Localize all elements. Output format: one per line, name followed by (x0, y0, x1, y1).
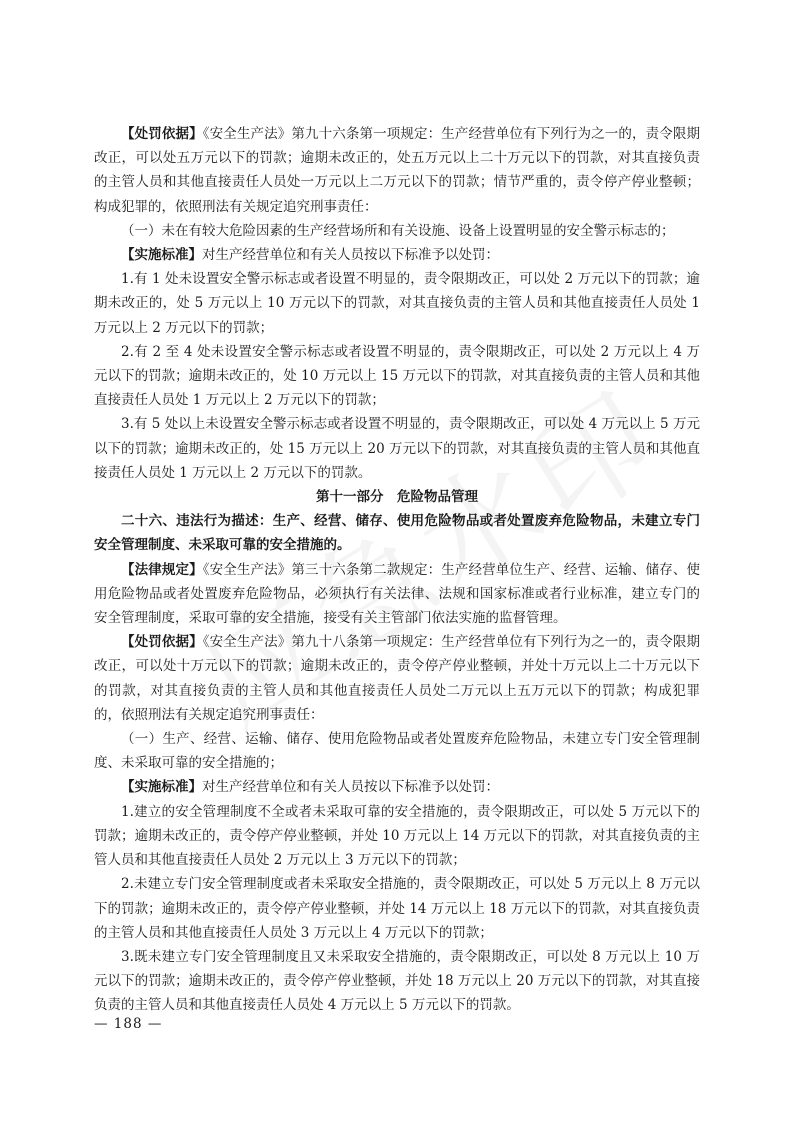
paragraph (94, 267, 700, 340)
paragraph (94, 558, 700, 631)
paragraph (94, 219, 700, 243)
paragraph-label: 【实施标准】 (121, 247, 202, 264)
paragraph-text: 3.有 5 处以上未设置安全警示标志或者设置不明显的，责令限期改正，可以处 4 万元以上 5 万元以下的罚款；逾期未改正的，处 15 万元以上 20 万元以下的罚款，对其直接负责的主管人员和其他直接责任人员处 1 万元以上 2 万元以下的罚款。 (94, 416, 700, 481)
paragraph-text: 1.建立的安全管理制度不全或者未采取可靠的安全措施的，责令限期改正，可以处 5 万元以下的罚款；逾期未改正的，责令停产停业整顿，并处 10 万元以上 14 万元以下的罚款，对其直接负责的主管人员和其他直接责任人员处 2 万元以上 3 万元以下的罚款； (94, 803, 700, 869)
paragraph (94, 800, 700, 873)
paragraph-text: （一）生产、经营、运输、储存、使用危险物品或者处置废弃危险物品，未建立专门安全管理制度、未采取可靠的安全措施的； (94, 731, 700, 772)
paragraph (94, 945, 700, 1018)
paragraph-text: 《安全生产法》第九十八条第一项规定：生产经营单位有下列行为之一的，责令限期改正，可以处十万元以下的罚款；逾期未改正的，责令停产停业整顿，并处十万元以上二十万元以下的罚款，对其直接负责的主管人员和其他直接责任人员处二万元以上五万元以下的罚款；构成犯罪的，依照刑法有关规定追究刑事责任： (94, 634, 700, 723)
paragraph-text: 对生产经营单位和有关人员按以下标准予以处罚： (202, 779, 499, 796)
paragraph (94, 872, 700, 945)
paragraph-text: 对生产经营单位和有关人员按以下标准予以处罚： (202, 247, 499, 264)
paragraph-text: （一）未在有较大危险因素的生产经营场所和有关设施、设备上设置明显的安全警示标志的； (121, 222, 675, 239)
paragraph-label: 【实施标准】 (121, 779, 202, 796)
paragraph (94, 243, 700, 267)
paragraph-label: 【法律规定】 (121, 561, 203, 578)
paragraph (94, 122, 700, 219)
paragraph (94, 630, 700, 727)
paragraph-text: 3.既未建立专门安全管理制度且又未采取安全措施的，责令限期改正，可以处 8 万元以上 10 万元以下的罚款；逾期未改正的，责令停产停业整顿，并处 18 万元以上 20 万元以下的罚款，对其直接负责的主管人员和其他直接责任人员处 4 万元以上 5 万元以下的罚款。 (94, 948, 700, 1014)
document-body (94, 122, 700, 1018)
paragraph-label: 【处罚依据】 (121, 126, 203, 142)
paragraph-text: 2.有 2 至 4 处未设置安全警示标志或者设置不明显的，责令限期改正，可以处 2 万元以上 4 万元以下的罚款；逾期未改正的，处 10 万元以上 15 万元以下的罚款，对其直接负责的主管人员和其他直接责任人员处 1 万元以上 2 万元以下的罚款； (94, 343, 700, 409)
paragraph-text: 2.未建立专门安全管理制度或者未采取安全措施的，责令限期改正，可以处 5 万元以上 8 万元以下的罚款；逾期未改正的，责令停产停业整顿，并处 14 万元以上 18 万元以下的罚款，对其直接负责的主管人员和其他直接责任人员处 3 万元以上 4 万元以下的罚款； (94, 876, 700, 941)
paragraph (94, 412, 700, 485)
section-heading: 第十一部分 危险物品管理 (316, 489, 478, 506)
paragraph (94, 775, 700, 799)
item-title: 二十六、违法行为描述：生产、经营、储存、使用危险物品或者处置废弃危险物品，未建立专门安全管理制度、未采取可靠的安全措施的。 (94, 513, 700, 554)
paragraph-label: 【处罚依据】 (121, 634, 203, 651)
page-number: — 188 — (94, 1016, 163, 1032)
paragraph-text: 1.有 1 处未设置安全警示标志或者设置不明显的，责令限期改正，可以处 2 万元以下的罚款；逾期未改正的，处 5 万元以上 10 万元以下的罚款，对其直接负责的主管人员和其他直接责任人员处 1 万元以上 2 万元以下的罚款； (94, 271, 700, 336)
paragraph (94, 727, 700, 775)
paragraph-text: 《安全生产法》第九十六条第一项规定：生产经营单位有下列行为之一的，责令限期改正，可以处五万元以下的罚款；逾期未改正的，处五万元以上二十万元以下的罚款，对其直接负责的主管人员和其他直接责任人员处一万元以上二万元以下的罚款；情节严重的，责令停产停业整顿；构成犯罪的，依照刑法有关规定追究刑事责任： (94, 126, 700, 215)
paragraph (94, 340, 700, 413)
paragraph-text: 《安全生产法》第三十六条第二款规定：生产经营单位生产、经营、运输、储存、使用危险物品或者处置废弃危险物品，必须执行有关法律、法规和国家标准或者行业标准，建立专门的安全管理制度，采取可靠的安全措施，接受有关主管部门依法实施的监督管理。 (94, 561, 700, 627)
